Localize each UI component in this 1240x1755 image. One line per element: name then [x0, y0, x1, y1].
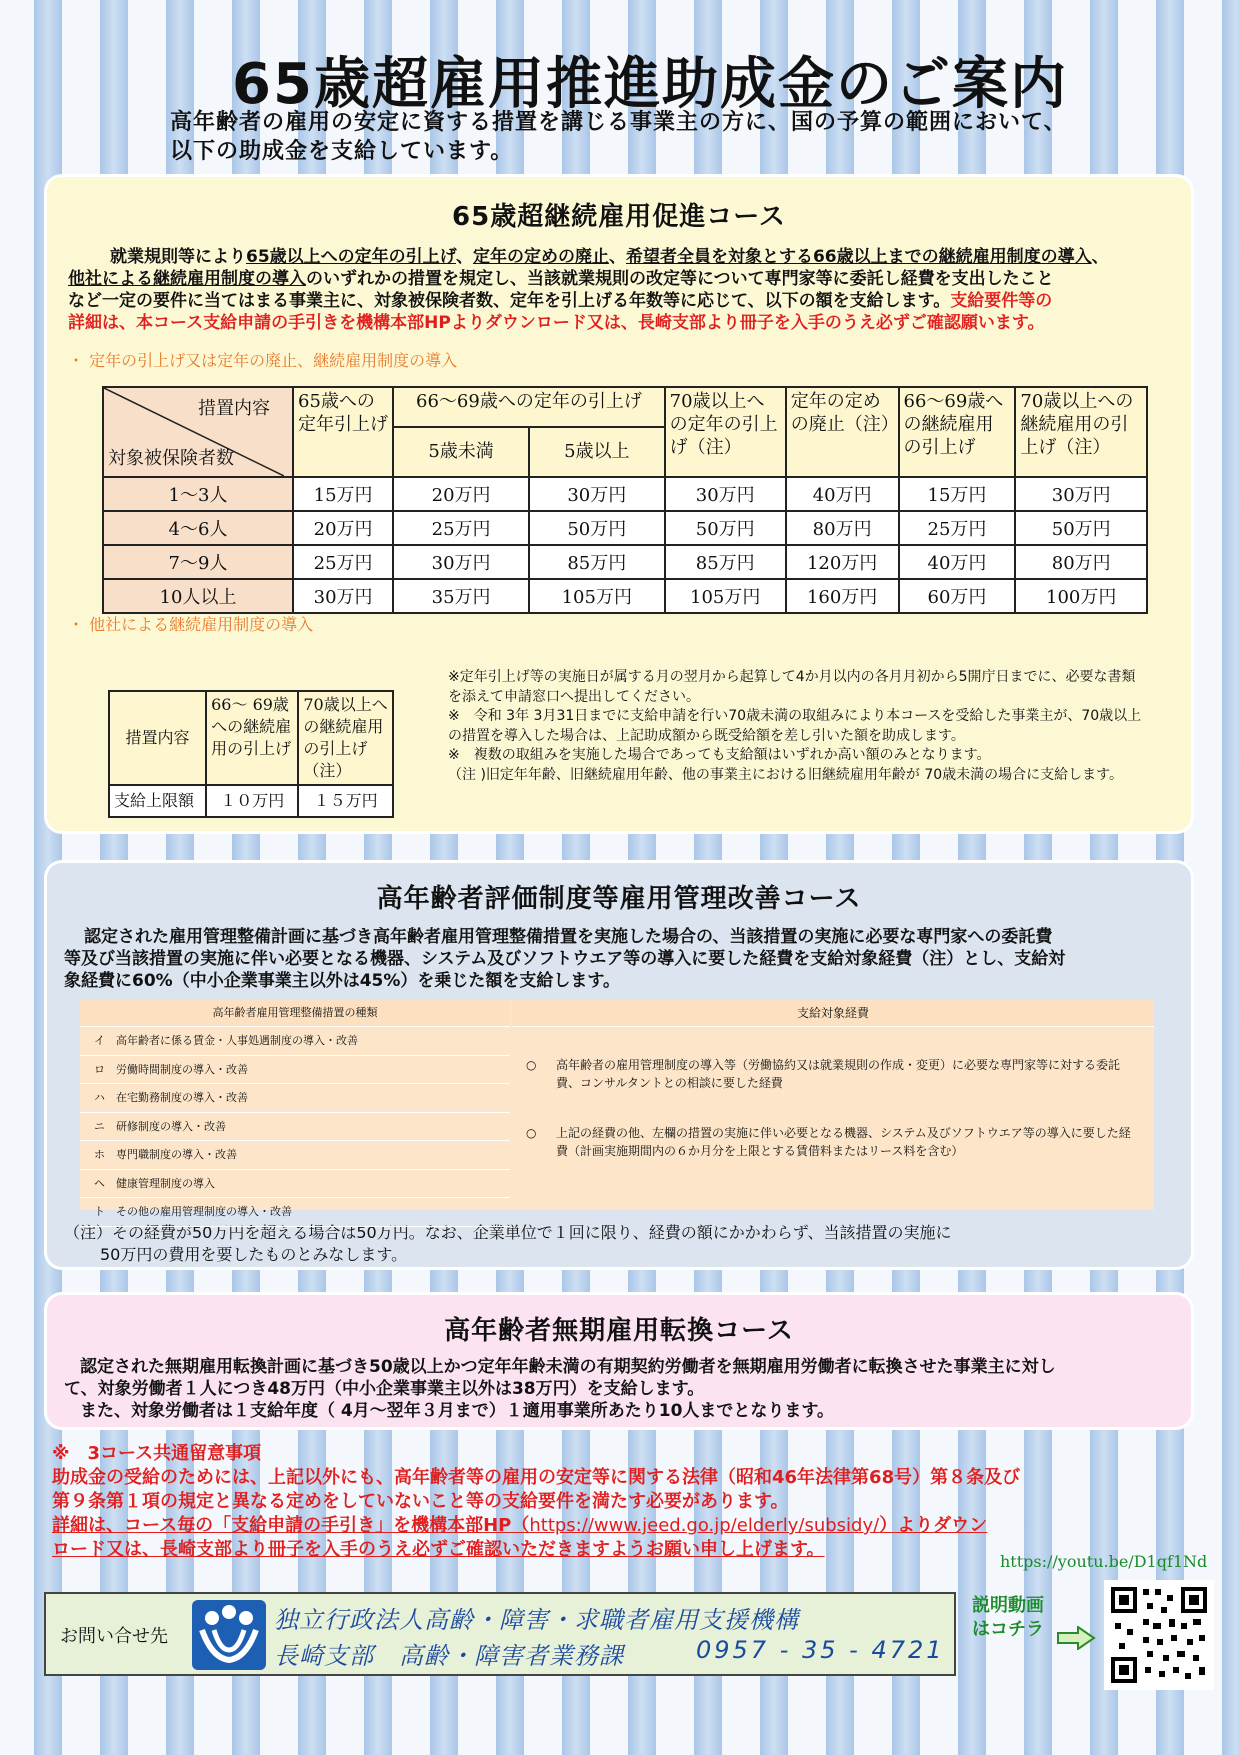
table-row: 4～6人 20万円 25万円 50万円 50万円 80万円 25万円 50万円: [103, 511, 1147, 545]
page-title: 65歳超雇用推進助成金のご案内: [232, 52, 1068, 117]
subheading-other-company: ・ 他社による継続雇用制度の導入: [68, 615, 314, 634]
phone-number: 0957 - 35 - 4721: [696, 1636, 945, 1664]
list-item: ニ 研修制度の導入・改善: [80, 1113, 510, 1142]
course3-title: 高年齢者無期雇用転換コース: [444, 1316, 794, 1346]
contact-box: お問い合せ先 独立行政法人高齢・障害・求職者雇用支援機構 長崎支部 高齢・障害者業務課 0957 - 35 - 4721: [44, 1592, 956, 1676]
course1-panel: 65歳超継続雇用促進コース 就業規則等により65歳以上への定年の引上げ、定年の定めの廃止、希望者全員を対象とする66歳以上までの継続雇用制度の導入、 他社による継続雇用制度の導入のいずれかの措置を規定し、当該就業規則の改定等について専門家等に委託し経費を支出したこと など一定の要件に当てはまる事業主に、対象被保険者数、定年を引上げる年数等に応じて、以下の額を支給します。支給要件等の 詳細は、本コース支給申請の手引きを機構本部HPよりダウンロード又は、長崎支部より冊子を入手のうえ必ずご確認願います。 ・ 定年の引上げ又は定年の廃止、継続雇用制度の導入: [44, 174, 1194, 834]
jeed-link[interactable]: https://www.jeed.go.jp/elderly/subsidy/: [529, 1515, 880, 1536]
measure-list: 高年齢者雇用管理整備措置の種類 イ 高年齢者に係る賃金・人事処遇制度の導入・改善 ロ 労働時間制度の導入・改善 ハ 在宅勤務制度の導入・改善 ニ 研修制度の導入・改善 ホ 専門職制度の導入・改善 ヘ 健康管理制度の導入 ト その他の雇用管理制度の導入・改善: [80, 1000, 510, 1210]
table-row: 1～3人 15万円 20万円 30万円 30万円 40万円 15万円 30万円: [103, 477, 1147, 511]
expense-table: [80, 1000, 1154, 1218]
arrow-right-icon: [1056, 1626, 1096, 1650]
common-notes: ※ 3コース共通留意事項 助成金の受給のためには、上記以外にも、高年齢者等の雇用の安定等に関する法律（昭和46年法律第68号）第８条及び 第９条第１項の規定と異なる定めをしていないこと等の支給要件を満たす必要があります。 詳細は、コース毎の「支給申請の手引き」を機構本部HP（https://www.jeed.go.jp/elderly/subsidy/）よりダウン ロード又は、長崎支部より冊子を入手のうえ必ずご確認いただきますようお願い申し上げます。: [52, 1443, 1021, 1560]
list-item: ト その他の雇用管理制度の導入・改善: [80, 1198, 510, 1227]
youtube-url[interactable]: https://youtu.be/D1qf1Nd: [1000, 1552, 1208, 1571]
course2-panel: 高年齢者評価制度等雇用管理改善コース 認定された雇用管理整備計画に基づき高年齢者雇用管理整備措置を実施した場合の、当該措置の実施に必要な専門家への委託費 等及び当該措置の実施に伴い必要となる機器、システム及びソフトウエア等の導入に要した経費を支給対象経費（注）とし、支給対 象経費に60%（中小企業事業主以外は45%）を乗じた額を支給します。 （注）その経費が50万円を超える場合は50万円。なお、企業単位で１回に限り、経費の額にかかわらず、当該措置の実施に 50万円の費用を要したものとみなします。: [44, 860, 1194, 1270]
subheading-retirement: ・ 定年の引上げ又は定年の廃止、継続雇用制度の導入: [68, 351, 458, 370]
qr-code-icon: [1107, 1583, 1211, 1687]
intro-text: 高年齢者の雇用の安定に資する措置を講じる事業主の方に、国の予算の範囲において、 以下の助成金を支給しています。: [170, 110, 1067, 164]
qr-code[interactable]: [1104, 1580, 1214, 1690]
list-item: イ 高年齢者に係る賃金・人事処遇制度の導入・改善: [80, 1027, 510, 1056]
table-corner-cell: 措置内容 対象被保険者数: [103, 387, 293, 477]
other-company-table: 措置内容 66～ 69歳への継続雇用の引上げ 70歳以上への継続雇用の引上げ（注） 支給上限額 １０万円 １５万円: [108, 690, 394, 818]
course1-title: 65歳超継続雇用促進コース: [452, 202, 786, 232]
jeed-logo-icon: [192, 1600, 266, 1670]
course3-panel: 高年齢者無期雇用転換コース 認定された無期雇用転換計画に基づき50歳以上かつ定年年齢未満の有期契約労働者を無期雇用労働者に転換させた事業主に対し て、対象労働者１人につき48万円（中小企業事業主以外は38万円）を支給します。 また、対象労働者は１支給年度（ 4月～翌年３月まで）１適用事業所あたり10人までとなります。: [44, 1292, 1194, 1430]
list-item: ロ 労働時間制度の導入・改善: [80, 1056, 510, 1085]
list-item: ホ 専門職制度の導入・改善: [80, 1141, 510, 1170]
course2-title: 高年齢者評価制度等雇用管理改善コース: [376, 884, 862, 914]
course1-description: 就業規則等により65歳以上への定年の引上げ、定年の定めの廃止、希望者全員を対象とする66歳以上までの継続雇用制度の導入、: [110, 247, 1109, 267]
list-item: ハ 在宅勤務制度の導入・改善: [80, 1084, 510, 1113]
list-item: ヘ 健康管理制度の導入: [80, 1170, 510, 1199]
expense-list: 支給対象経費 ○ 高年齢者の雇用管理制度の導入等（労働協約又は就業規則の作成・変更）に必要な専門家等に対する委託費、コンサルタントとの相談に要した経費 ○ 上記の経費の他、左欄の措置の実施に伴い必要となる機器、システム及びソフトウエア等の導入に要した経費（計画実施期間内の６か月分を上限とする賃借料またはリース料を含む）: [512, 1000, 1154, 1210]
subsidy-table: 措置内容 対象被保険者数 65歳への定年引上げ 66～69歳への定年の引上げ 70歳以上への定年の引上げ（注） 定年の定めの廃止（注） 66～69歳への継続雇用の引上げ 70歳以上への継続雇用の引上げ（注） 5歳未満 5歳以上 1～3人 15万円 20万円 30万円 30万円 40万円 15万円 30万円 4～6人 20万円 25万円 50万円 50万円 80万円 25万円 50万円 7～9人 25万円 30万円 85万円 85万円 120万円 40万円 80万円 10人以上 30万円 35万円 105万円 105万円 160万円 60万円 100万円: [102, 386, 1148, 614]
table-row: 10人以上 30万円 35万円 105万円 105万円 160万円 60万円 100万円: [103, 579, 1147, 613]
video-label: 説明動画 はコチラ: [972, 1595, 1044, 1640]
table-row: 7～9人 25万円 30万円 85万円 85万円 120万円 40万円 80万円: [103, 545, 1147, 579]
course1-notes: ※定年引上げ等の実施日が属する月の翌月から起算して4か月以内の各月月初から5開庁日までに、必要な書類を添えて申請窓口へ提出してください。 ※ 令和 3年 3月31日までに支給申請を行い70歳未満の取組みにより本コースを受給した事業主が、70歳以上の措置を導入した場合は、上記助成額から既受給額を差し引いた額を助成します。 ※ 複数の取組みを実施した場合であっても支給額はいずれか高い額のみとなります。 （注 )旧定年年齢、旧継続雇用年齢、他の事業主における旧継続雇用年齢が 70歳未満の場合に支給します。: [448, 669, 1142, 783]
